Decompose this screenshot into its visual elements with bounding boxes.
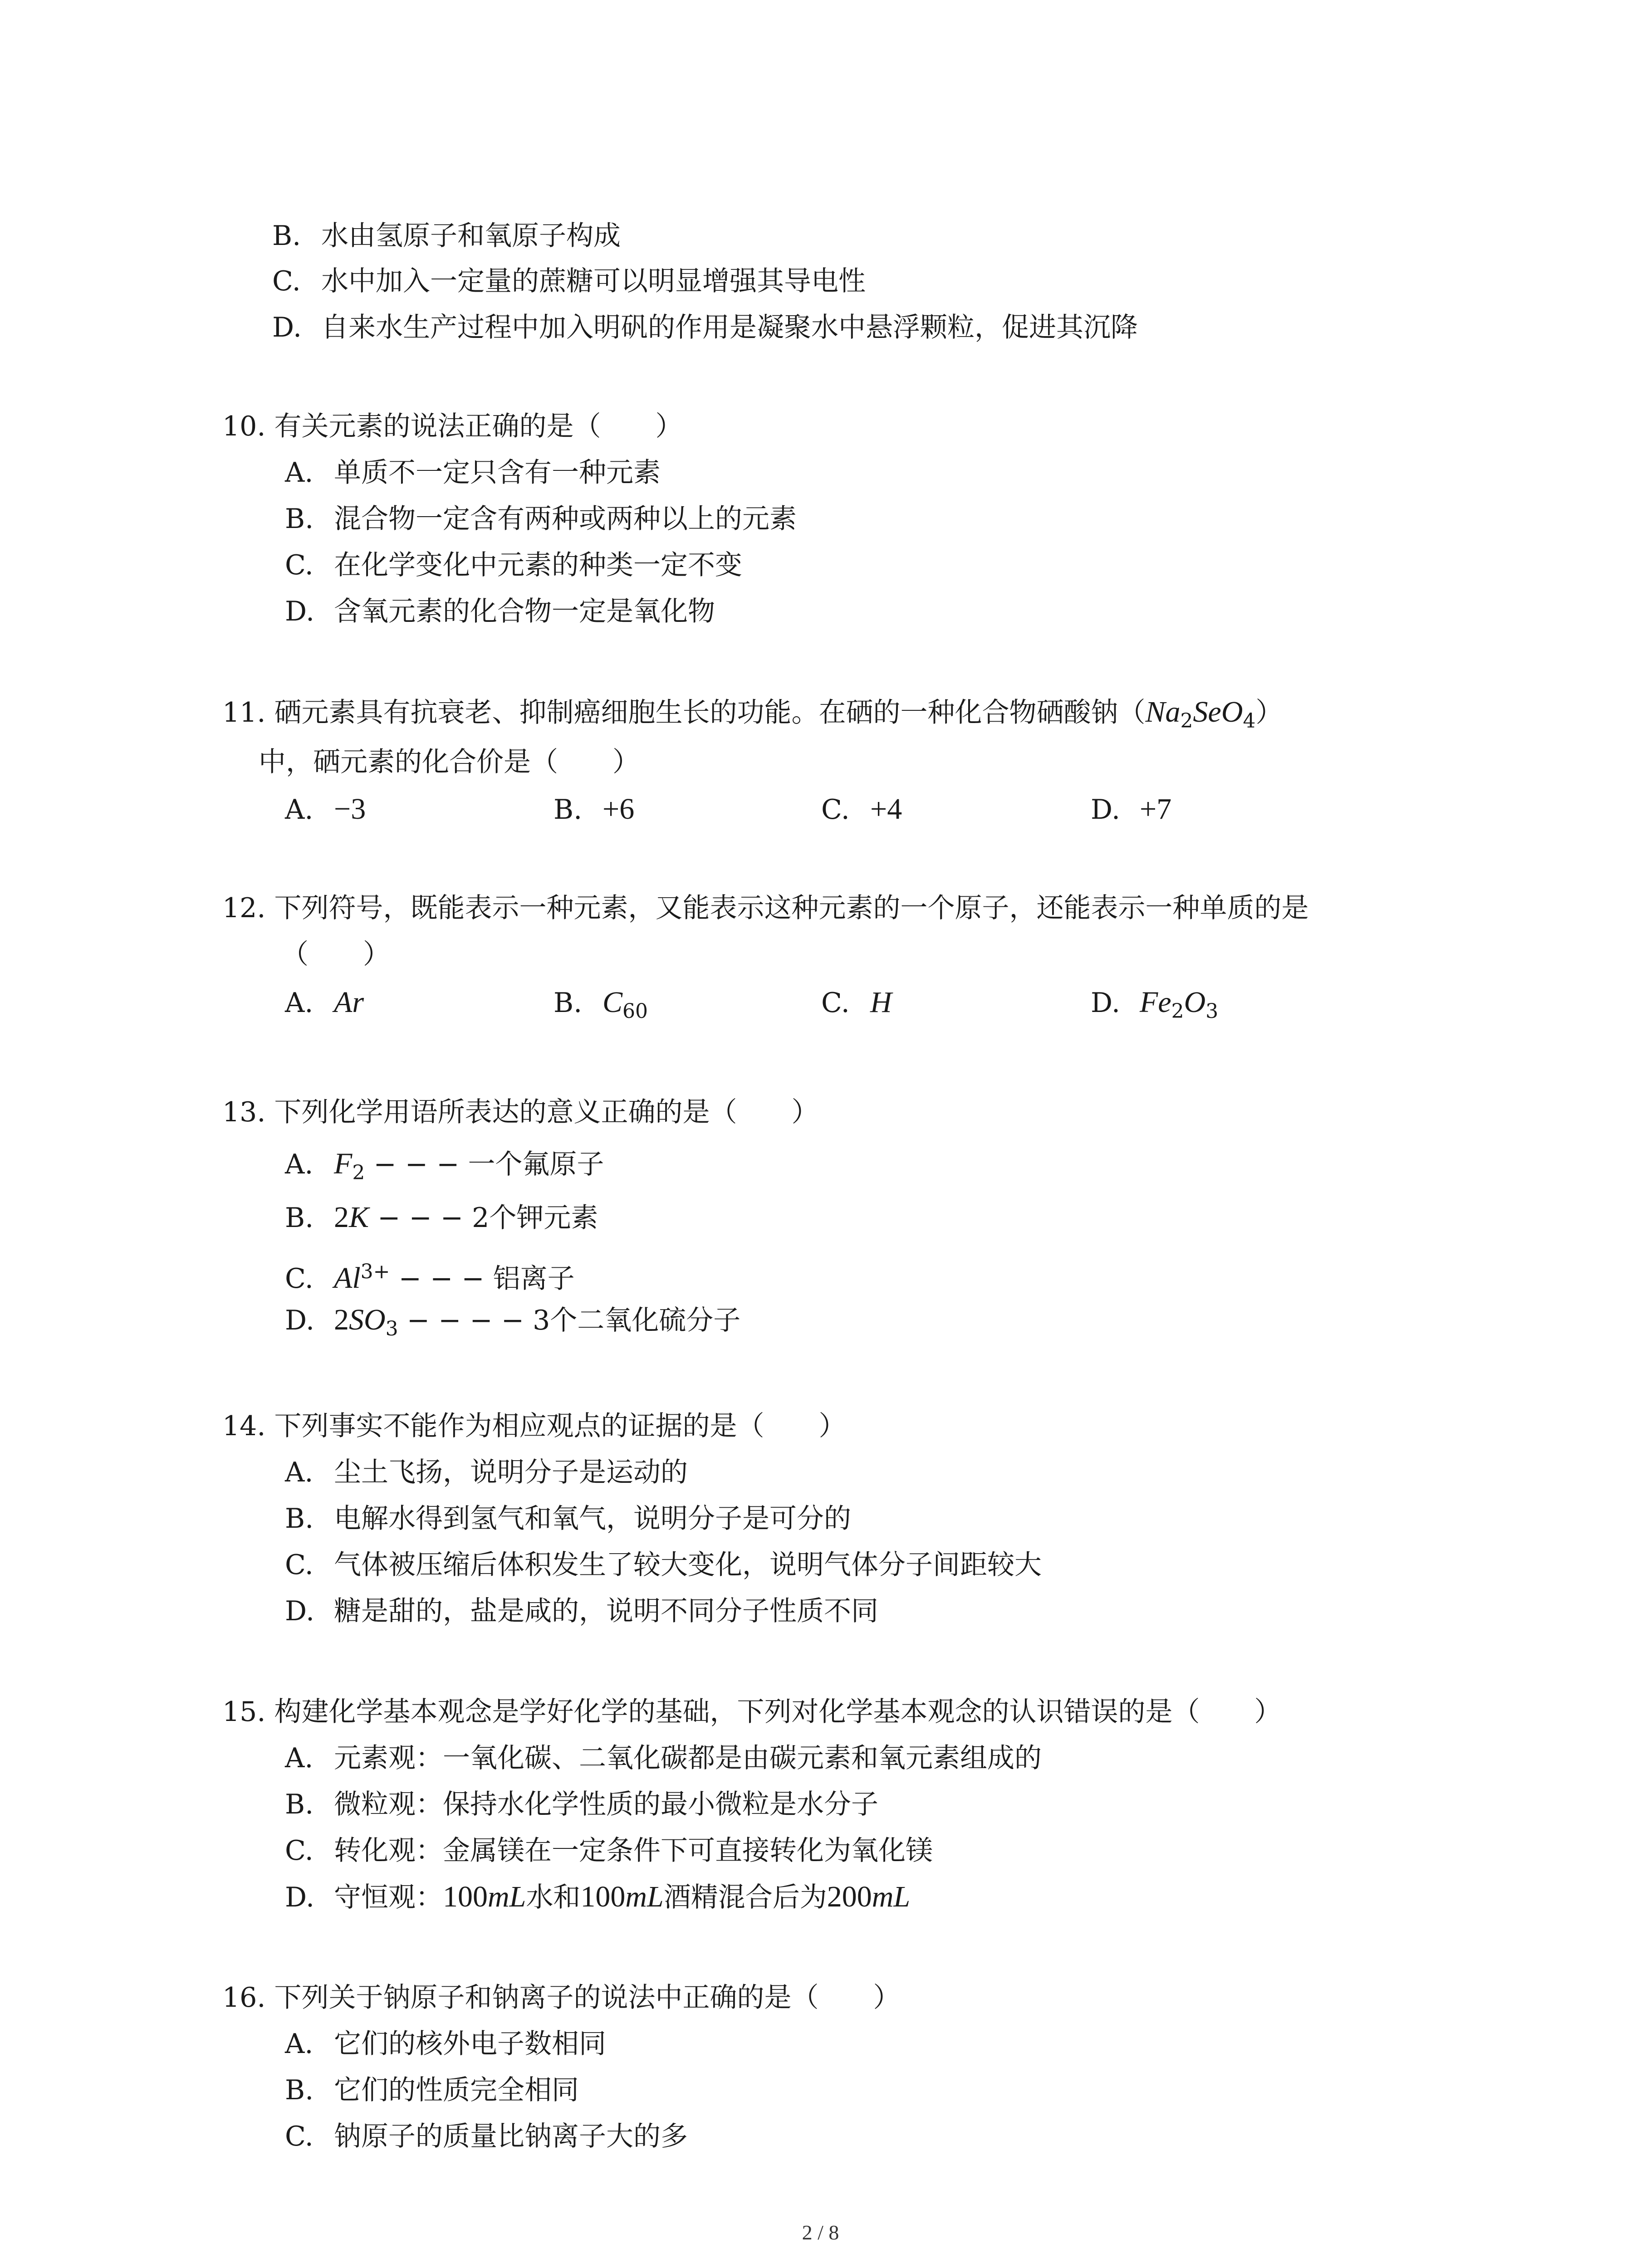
q11-option-d: D. +7	[1091, 792, 1172, 826]
q10-option-b: B. 混合物一定含有两种或两种以上的元素	[285, 503, 797, 535]
q12-option-c: C. H	[821, 986, 892, 1019]
q14-option-d: D. 糖是甜的，盐是咸的，说明不同分子性质不同	[285, 1595, 878, 1627]
q12-stem-line2: （ ）	[281, 938, 390, 970]
q9-option-d: D. 自来水生产过程中加入明矾的作用是凝聚水中悬浮颗粒，促进其沉降	[272, 312, 1138, 343]
q12-stem: 12. 下列符号，既能表示一种元素，又能表示这种元素的一个原子，还能表示一种单质的是	[222, 892, 1309, 924]
q14-option-a: A. 尘土飞扬，说明分子是运动的	[285, 1457, 688, 1488]
q14-stem: 14. 下列事实不能作为相应观点的证据的是（ ）	[222, 1410, 846, 1442]
q15-stem: 15. 构建化学基本观念是学好化学的基础，下列对化学基本观念的认识错误的是（ ）	[222, 1696, 1282, 1728]
q15-option-a: A. 元素观：一氧化碳、二氧化碳都是由碳元素和氧元素组成的	[285, 1742, 1042, 1774]
q10-option-c: C. 在化学变化中元素的种类一定不变	[285, 549, 742, 581]
q16-stem: 16. 下列关于钠原子和钠离子的说法中正确的是（ ）	[222, 1982, 901, 2014]
q10-stem: 10. 有关元素的说法正确的是（ ）	[222, 411, 683, 442]
q16-option-a: A. 它们的核外电子数相同	[285, 2028, 606, 2060]
q12-option-d: D. $Fe_2O_3$	[1091, 986, 1219, 1023]
q13-option-b: B. 2K − − − 2个钾元素	[285, 1201, 598, 1234]
q12-option-b: B. $C_{60}$	[554, 986, 648, 1023]
q10-option-a: A. 单质不一定只含有一种元素	[285, 457, 661, 489]
q11-option-b: B. +6	[554, 792, 635, 826]
q11-stem: 11. 硒元素具有抗衰老、抑制癌细胞生长的功能。在硒的一种化合物硒酸钠$(Na_2SeO_4)$	[222, 695, 1283, 733]
q16-option-b: B. 它们的性质完全相同	[285, 2074, 579, 2106]
page-number: 2 / 8	[802, 2221, 839, 2244]
q11-option-a: A. −3	[285, 792, 366, 826]
q13-option-a: A. $F_2$ − − − 一个氟原子	[285, 1147, 604, 1184]
q16-option-c: C. 钠原子的质量比钠离子大的多	[285, 2121, 688, 2152]
q13-stem: 13. 下列化学用语所表达的意义正确的是（ ）	[222, 1096, 819, 1128]
q15-option-c: C. 转化观：金属镁在一定条件下可直接转化为氧化镁	[285, 1835, 933, 1867]
q9-option-b: B. 水由氢原子和氧原子构成	[272, 220, 621, 252]
q12-option-a: A. Ar	[285, 986, 364, 1019]
q9-option-c: C. 水中加入一定量的蔗糖可以明显增强其导电性	[272, 265, 866, 297]
q15-option-d: D. 守恒观：100mL水和100mL酒精混合后为200mL	[285, 1880, 911, 1913]
q13-option-d: D. $2SO_3$ − − − − 3个二氧化硫分子	[285, 1303, 741, 1340]
q11-stem-line2: 中，硒元素的化合价是（ ）	[259, 746, 640, 778]
q14-option-b: B. 电解水得到氢气和氧气，说明分子是可分的	[285, 1503, 851, 1535]
q11-option-c: C. +4	[821, 792, 902, 826]
q14-option-c: C. 气体被压缩后体积发生了较大变化，说明气体分子间距较大	[285, 1549, 1042, 1581]
q13-option-c: C. $Al^{3+}$ − − − 铝离子	[285, 1260, 575, 1295]
q10-option-d: D. 含氧元素的化合物一定是氧化物	[285, 596, 715, 627]
q15-option-b: B. 微粒观：保持水化学性质的最小微粒是水分子	[285, 1789, 878, 1820]
